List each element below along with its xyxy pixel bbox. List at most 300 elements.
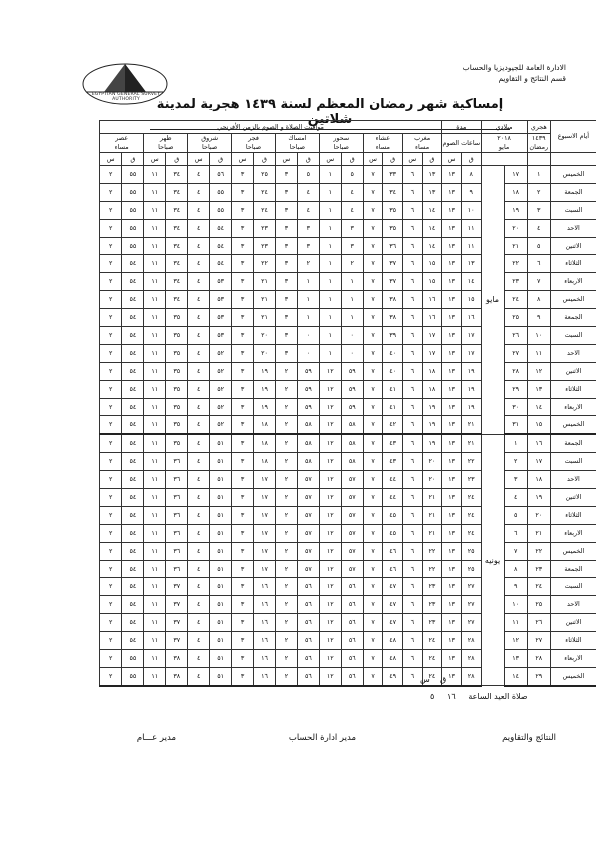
time-cell: ٢ — [275, 362, 297, 380]
time-cell: ٢ — [275, 560, 297, 578]
time-cell: ٥٧ — [341, 471, 363, 489]
time-cell: ٥ — [527, 237, 550, 255]
time-cell: ٢ — [275, 380, 297, 398]
day-cell: الخميس — [550, 667, 596, 685]
time-cell: ٥٦ — [297, 614, 319, 632]
prayer-header: سحور صباحا — [319, 134, 363, 153]
month-label-june: يونيه — [481, 434, 504, 685]
time-cell: ٥٥ — [122, 201, 144, 219]
day-cell: الجمعة — [550, 560, 596, 578]
time-cell: ١٦ — [527, 434, 550, 452]
unit-header: س — [319, 153, 341, 166]
time-cell: ٤٨ — [383, 650, 403, 668]
time-cell: ٨ — [504, 560, 527, 578]
time-cell: ٧ — [363, 560, 383, 578]
time-cell: ١٢ — [319, 524, 341, 542]
time-cell: ٣٨ — [166, 650, 188, 668]
time-cell: ١٩ — [461, 398, 481, 416]
time-cell: ٥٦ — [341, 578, 363, 596]
table-row — [100, 291, 596, 309]
time-cell: ١٣ — [442, 273, 462, 291]
time-cell: ٢١ — [461, 434, 481, 452]
time-cell: ٢٤ — [254, 183, 276, 201]
time-cell: ٦ — [402, 524, 422, 542]
time-cell: ٤ — [188, 650, 210, 668]
time-cell: ٢ — [100, 201, 122, 219]
table-row — [100, 578, 596, 596]
time-cell: ٥١ — [210, 614, 232, 632]
time-cell: ١٧ — [254, 524, 276, 542]
time-cell: ٤ — [188, 362, 210, 380]
time-cell: ٤ — [188, 471, 210, 489]
time-cell: ٣٤ — [166, 201, 188, 219]
time-cell: ١٦ — [254, 578, 276, 596]
time-cell: ٢٦ — [527, 614, 550, 632]
time-cell: ١٨ — [254, 434, 276, 452]
table-row — [100, 614, 596, 632]
time-cell: ٣ — [275, 344, 297, 362]
time-cell: ٦ — [402, 273, 422, 291]
time-cell: ١ — [319, 344, 341, 362]
time-cell: ٤٠ — [383, 344, 403, 362]
time-cell: ٢ — [275, 434, 297, 452]
prayer-header: امساك صباحا — [275, 134, 319, 153]
time-cell: ١٧ — [254, 506, 276, 524]
time-cell: ٢١ — [422, 524, 442, 542]
time-cell: ٣٦ — [166, 560, 188, 578]
time-cell: ٦ — [402, 201, 422, 219]
time-cell: ٥٤ — [122, 344, 144, 362]
time-cell: ٥٣ — [210, 291, 232, 309]
time-cell: ٧ — [363, 667, 383, 685]
time-cell: ٢ — [100, 416, 122, 434]
table-row — [100, 166, 596, 184]
time-cell: ٦ — [402, 291, 422, 309]
time-cell: ١٢ — [319, 398, 341, 416]
time-cell: ١٣ — [442, 542, 462, 560]
time-cell: ٣ — [232, 380, 254, 398]
time-cell: ٢ — [100, 380, 122, 398]
time-cell: ١٥ — [527, 416, 550, 434]
time-cell: ٥٧ — [341, 506, 363, 524]
time-cell: ٣ — [232, 183, 254, 201]
time-cell: ٢٣ — [504, 273, 527, 291]
day-cell: الثلاثاء — [550, 506, 596, 524]
time-cell: ٦ — [402, 255, 422, 273]
time-cell: ١٠ — [461, 201, 481, 219]
time-cell: ٥٢ — [210, 416, 232, 434]
table-row — [100, 201, 596, 219]
time-cell: ٢ — [100, 667, 122, 685]
time-cell: ٣٤ — [166, 237, 188, 255]
time-cell: ٣ — [275, 183, 297, 201]
time-cell: ٨ — [527, 291, 550, 309]
eid-minutes: ١٦ — [447, 692, 456, 701]
time-cell: ٢ — [275, 650, 297, 668]
time-cell: ٧ — [363, 398, 383, 416]
time-cell: ٧ — [363, 380, 383, 398]
header-row-units — [100, 153, 596, 166]
time-cell: ٢٠ — [504, 219, 527, 237]
time-cell: ٣ — [527, 201, 550, 219]
time-cell: ٥٧ — [341, 489, 363, 507]
time-cell: ٣ — [504, 471, 527, 489]
time-cell: ١١ — [144, 237, 166, 255]
time-cell: ١ — [319, 273, 341, 291]
table-row — [100, 434, 596, 452]
time-cell: ٣٦ — [166, 489, 188, 507]
time-cell: ٣٥ — [383, 219, 403, 237]
time-cell: ٥٧ — [297, 506, 319, 524]
time-cell: ٢٤ — [504, 291, 527, 309]
time-cell: ٣ — [275, 273, 297, 291]
time-cell: ٥٤ — [122, 632, 144, 650]
org-header — [406, 62, 566, 84]
time-cell: ١١ — [144, 309, 166, 327]
table-row — [100, 183, 596, 201]
time-cell: ٦ — [402, 489, 422, 507]
time-cell: ١١ — [144, 201, 166, 219]
time-cell: ١٢ — [319, 542, 341, 560]
time-cell: ٥٤ — [210, 237, 232, 255]
time-cell: ٥٤ — [122, 309, 144, 327]
time-cell: ٢ — [275, 596, 297, 614]
time-cell: ٣ — [232, 506, 254, 524]
time-cell: ٦ — [402, 632, 422, 650]
time-cell: ٠ — [341, 344, 363, 362]
time-cell: ١٥ — [422, 255, 442, 273]
time-cell: ١١ — [144, 434, 166, 452]
time-cell: ١٦ — [254, 650, 276, 668]
time-cell: ٢٨ — [461, 650, 481, 668]
time-cell: ٤٦ — [383, 560, 403, 578]
time-cell: ١٩ — [422, 416, 442, 434]
time-cell: ٣ — [275, 201, 297, 219]
time-cell: ٤ — [188, 327, 210, 345]
day-cell: الجمعة — [550, 183, 596, 201]
time-cell: ٥١ — [210, 560, 232, 578]
time-cell: ١ — [341, 291, 363, 309]
time-cell: ٣٥ — [166, 344, 188, 362]
time-cell: ٢٢ — [254, 255, 276, 273]
unit-header: ق — [254, 153, 276, 166]
time-cell: ١ — [297, 273, 319, 291]
time-cell: ٤٧ — [383, 578, 403, 596]
time-cell: ٣ — [275, 255, 297, 273]
time-cell: ١٣ — [442, 453, 462, 471]
time-cell: ١١ — [144, 506, 166, 524]
time-cell: ٣ — [232, 471, 254, 489]
time-cell: ١٢ — [527, 362, 550, 380]
day-cell: الخميس — [550, 291, 596, 309]
time-cell: ٤٧ — [383, 596, 403, 614]
time-cell: ١٨ — [254, 416, 276, 434]
time-cell: ٢٥ — [504, 309, 527, 327]
time-cell: ٢١ — [254, 309, 276, 327]
time-cell: ٤٤ — [383, 489, 403, 507]
time-cell: ١٧ — [461, 344, 481, 362]
time-cell: ٢ — [100, 344, 122, 362]
time-cell: ١٧ — [254, 560, 276, 578]
unit-header: ق — [461, 153, 481, 166]
time-cell: ٥١ — [210, 524, 232, 542]
time-cell: ٥٧ — [297, 560, 319, 578]
time-cell: ٥٤ — [122, 578, 144, 596]
table-row — [100, 416, 596, 434]
time-cell: ١٢ — [319, 380, 341, 398]
time-cell: ٥٩ — [297, 398, 319, 416]
time-cell: ٥٦ — [210, 166, 232, 184]
time-cell: ١٣ — [442, 632, 462, 650]
time-cell: ١٧ — [254, 542, 276, 560]
time-cell: ١٣ — [504, 650, 527, 668]
table-row — [100, 542, 596, 560]
time-cell: ٦ — [402, 506, 422, 524]
time-cell: ٣٤ — [166, 166, 188, 184]
header-row-2 — [100, 134, 596, 153]
time-cell: ٦ — [402, 560, 422, 578]
time-cell: ١١ — [144, 398, 166, 416]
time-cell: ٥٦ — [341, 596, 363, 614]
time-cell: ٢٦ — [504, 327, 527, 345]
time-cell: ١١ — [144, 614, 166, 632]
time-cell: ٤٤ — [383, 471, 403, 489]
time-cell: ٧ — [363, 506, 383, 524]
time-cell: ٢١ — [422, 506, 442, 524]
time-cell: ١٣ — [442, 434, 462, 452]
time-cell: ٢٢ — [461, 453, 481, 471]
time-cell: ١٥ — [422, 273, 442, 291]
time-cell: ٢ — [275, 398, 297, 416]
time-cell: ١٦ — [254, 614, 276, 632]
time-cell: ١٣ — [442, 578, 462, 596]
time-cell: ٢٢ — [504, 255, 527, 273]
time-cell: ٣٧ — [383, 273, 403, 291]
time-cell: ٥٧ — [341, 560, 363, 578]
col-duration-sub: ساعات الصوم — [442, 134, 481, 153]
prayer-header: عصر مساء — [100, 134, 144, 153]
time-cell: ٧ — [363, 327, 383, 345]
time-cell: ٢ — [100, 237, 122, 255]
time-cell: ٣ — [297, 219, 319, 237]
eid-hours: ٥ — [430, 692, 435, 701]
time-cell: ١٩ — [422, 434, 442, 452]
time-cell: ٢٥ — [254, 166, 276, 184]
time-cell: ١٩ — [527, 489, 550, 507]
time-cell: ٢ — [100, 596, 122, 614]
prayer-header: ظهر صباحا — [144, 134, 188, 153]
time-cell: ٥٤ — [122, 291, 144, 309]
time-cell: ١١ — [144, 542, 166, 560]
time-cell: ١١ — [144, 453, 166, 471]
time-cell: ١١ — [144, 183, 166, 201]
table-row — [100, 237, 596, 255]
time-cell: ٣ — [232, 489, 254, 507]
time-cell: ٥٩ — [341, 398, 363, 416]
time-cell: ٦ — [402, 183, 422, 201]
time-cell: ٤١ — [383, 398, 403, 416]
time-cell: ٣٥ — [383, 201, 403, 219]
time-cell: ٣ — [232, 524, 254, 542]
time-cell: ٢٤ — [527, 578, 550, 596]
time-cell: ٤ — [188, 614, 210, 632]
time-cell: ١١ — [144, 489, 166, 507]
time-cell: ٥٥ — [122, 237, 144, 255]
time-cell: ٥٥ — [122, 650, 144, 668]
time-cell: ١٢ — [319, 489, 341, 507]
time-cell: ٢ — [100, 309, 122, 327]
time-cell: ٣ — [341, 237, 363, 255]
time-cell: ٣ — [275, 166, 297, 184]
time-cell: ١١ — [527, 344, 550, 362]
time-cell: ٥٨ — [341, 434, 363, 452]
time-cell: ١٣ — [442, 380, 462, 398]
time-cell: ١٦ — [422, 309, 442, 327]
time-cell: ٢ — [100, 614, 122, 632]
time-cell: ١٣ — [442, 219, 462, 237]
time-cell: ١٣ — [442, 362, 462, 380]
time-cell: ٥٦ — [297, 667, 319, 685]
time-cell: ٥٨ — [297, 416, 319, 434]
time-cell: ٥٧ — [297, 489, 319, 507]
time-cell: ٢ — [100, 578, 122, 596]
time-cell: ٥٦ — [341, 650, 363, 668]
time-cell: ٦ — [402, 542, 422, 560]
time-cell: ٩ — [504, 578, 527, 596]
time-cell: ٥٨ — [297, 453, 319, 471]
time-cell: ٢١ — [254, 291, 276, 309]
day-cell: الثلاثاء — [550, 632, 596, 650]
time-cell: ٢ — [275, 506, 297, 524]
time-cell: ١ — [319, 183, 341, 201]
day-cell: الاثنين — [550, 362, 596, 380]
time-cell: ١٢ — [319, 632, 341, 650]
time-cell: ٢٧ — [527, 632, 550, 650]
time-cell: ٦ — [402, 650, 422, 668]
time-cell: ٤٥ — [383, 506, 403, 524]
time-cell: ٥٤ — [122, 453, 144, 471]
time-cell: ٢٠ — [422, 453, 442, 471]
time-cell: ٢١ — [527, 524, 550, 542]
time-cell: ٢ — [100, 327, 122, 345]
time-cell: ٢ — [100, 489, 122, 507]
time-cell: ٤ — [188, 506, 210, 524]
unit-header: س — [442, 153, 462, 166]
time-cell: ٩ — [527, 309, 550, 327]
time-cell: ١٣ — [527, 380, 550, 398]
day-cell: الخميس — [550, 542, 596, 560]
time-cell: ٣٥ — [166, 362, 188, 380]
time-cell: ٣٧ — [383, 255, 403, 273]
time-cell: ٥٦ — [297, 578, 319, 596]
col-day-header: أيام الاسبوع — [550, 121, 596, 153]
time-cell: ١١ — [144, 596, 166, 614]
time-cell: ١ — [319, 309, 341, 327]
time-cell: ١٢ — [319, 650, 341, 668]
prayer-header: عشاء مساء — [363, 134, 402, 153]
time-cell: ١١ — [144, 667, 166, 685]
time-cell: ٥١ — [210, 471, 232, 489]
time-cell: ٢ — [100, 255, 122, 273]
time-cell: ٢٣ — [422, 578, 442, 596]
time-cell: ٣١ — [504, 416, 527, 434]
time-cell: ١٦ — [422, 291, 442, 309]
time-cell: ١٣ — [442, 398, 462, 416]
time-cell: ٩ — [461, 183, 481, 201]
time-cell: ٢ — [275, 578, 297, 596]
table-row — [100, 650, 596, 668]
time-cell: ٣ — [275, 219, 297, 237]
time-cell: ٤ — [188, 667, 210, 685]
time-cell: ٢ — [100, 632, 122, 650]
time-cell: ٦ — [402, 471, 422, 489]
time-cell: ٥٤ — [122, 434, 144, 452]
time-cell: ٣ — [275, 309, 297, 327]
eid-label: صلاة العيد الساعة — [468, 692, 528, 701]
time-cell: ٣٧ — [166, 632, 188, 650]
unit-header: ق — [210, 153, 232, 166]
table-row — [100, 273, 596, 291]
time-cell: ٥٦ — [341, 632, 363, 650]
prayer-times-table — [99, 120, 596, 687]
time-cell: ١ — [319, 327, 341, 345]
time-cell: ١٢ — [504, 632, 527, 650]
time-cell: ٤٣ — [383, 434, 403, 452]
unit-header: ق — [166, 153, 188, 166]
time-cell: ٥٢ — [210, 380, 232, 398]
time-cell: ١٤ — [527, 398, 550, 416]
time-cell: ١٤ — [504, 667, 527, 685]
time-cell: ٢١ — [461, 416, 481, 434]
time-cell: ٤٦ — [383, 542, 403, 560]
time-cell: ٣ — [232, 327, 254, 345]
time-cell: ٣٥ — [166, 434, 188, 452]
time-cell: ٢٣ — [461, 471, 481, 489]
time-cell: ١٣ — [442, 327, 462, 345]
time-cell: ١ — [341, 309, 363, 327]
time-cell: ١٣ — [442, 237, 462, 255]
time-cell: ١١ — [144, 471, 166, 489]
time-cell: ٥٤ — [122, 560, 144, 578]
time-cell: ٤ — [341, 201, 363, 219]
time-cell: ٧ — [363, 291, 383, 309]
time-cell: ٣ — [232, 255, 254, 273]
time-cell: ١٣ — [422, 166, 442, 184]
time-cell: ٣٦ — [383, 237, 403, 255]
time-cell: ٥١ — [210, 542, 232, 560]
time-cell: ٥١ — [210, 667, 232, 685]
day-cell: الخميس — [550, 416, 596, 434]
time-cell: ٥٤ — [122, 273, 144, 291]
day-cell: الاحد — [550, 471, 596, 489]
time-cell: ٢ — [275, 524, 297, 542]
time-cell: ٣ — [232, 434, 254, 452]
table-row — [100, 255, 596, 273]
time-cell: ٢٨ — [461, 667, 481, 685]
time-cell: ١٢ — [319, 614, 341, 632]
time-cell: ١١ — [144, 344, 166, 362]
time-cell: ٧ — [363, 309, 383, 327]
table-row — [100, 667, 596, 685]
day-cell: الاحد — [550, 344, 596, 362]
org-line-2: قسم النتائج و التقاويم — [498, 74, 566, 83]
time-cell: ٣ — [232, 453, 254, 471]
time-cell: ١٢ — [319, 416, 341, 434]
time-cell: ١٢ — [319, 362, 341, 380]
time-cell: ٤٣ — [383, 453, 403, 471]
group-header: مواقيت الصلاة و الصوم بالزمن الأفرنجي — [100, 121, 442, 134]
time-cell: ٣٦ — [166, 524, 188, 542]
